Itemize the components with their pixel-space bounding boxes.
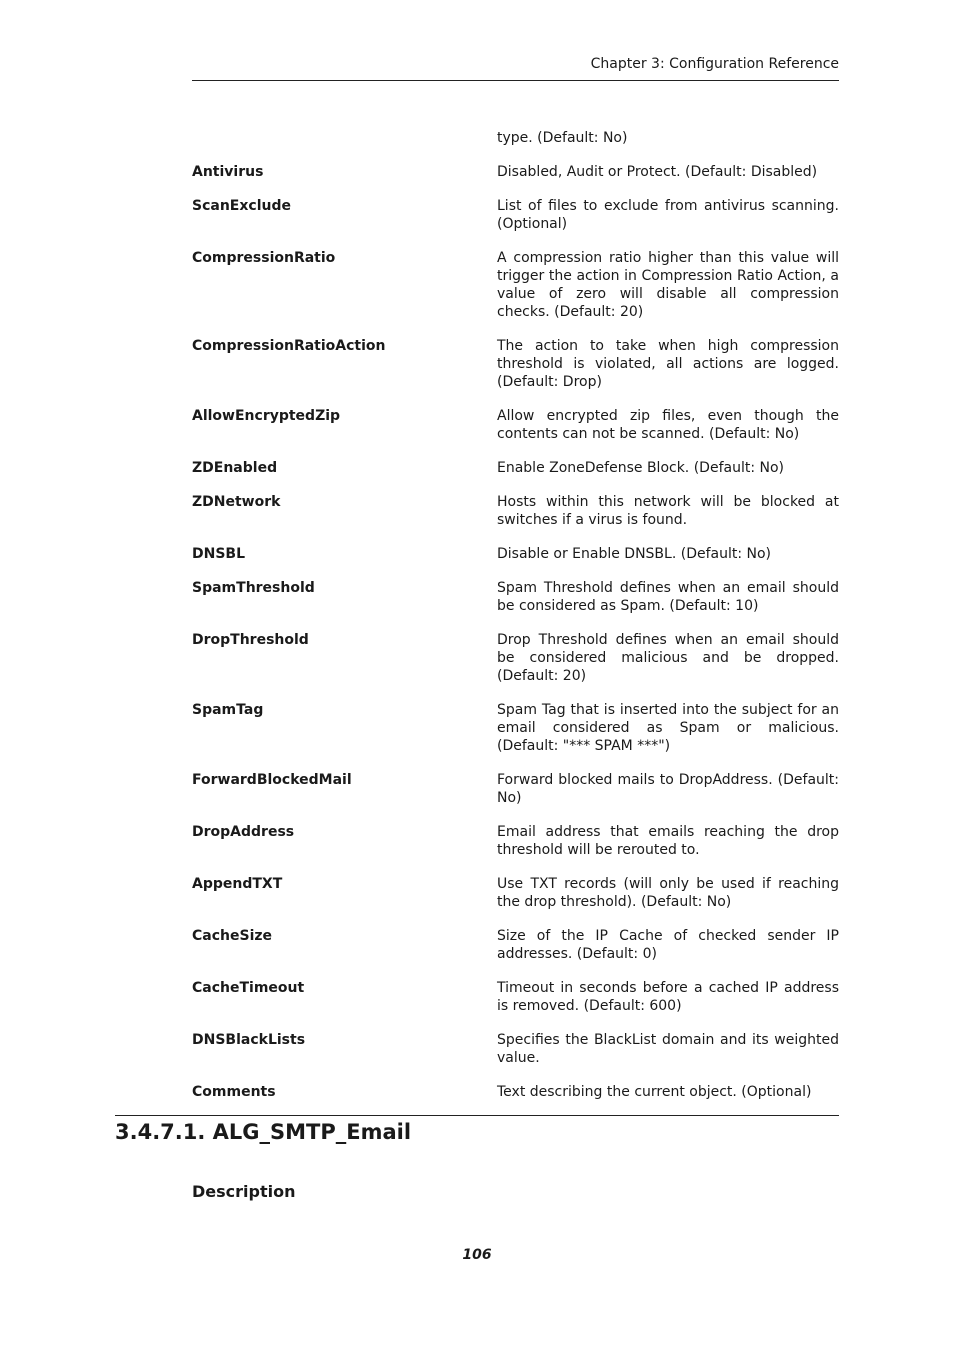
- param-row-dnsbl: [192, 545, 839, 563]
- param-description: The action to take when high compression threshold is violated, all actions are logged. (Default: Drop): [497, 338, 839, 390]
- param-description: Use TXT records (will only be used if reaching the drop threshold). (Default: No): [497, 876, 839, 910]
- param-description: Disable or Enable DNSBL. (Default: No): [497, 546, 772, 562]
- parameter-list: [192, 163, 839, 1117]
- param-name: AllowEncryptedZip: [192, 408, 341, 424]
- param-row-spamtag: [192, 701, 839, 755]
- param-name: ZDNetwork: [192, 494, 281, 510]
- param-name: SpamThreshold: [192, 580, 315, 596]
- param-row-dropaddress: [192, 823, 839, 859]
- param-name: Antivirus: [192, 164, 264, 180]
- param-row-dropthreshold: [192, 631, 839, 685]
- param-description: Drop Threshold defines when an email should be considered malicious and be dropped. (Default: 20): [497, 632, 839, 684]
- section-divider: [115, 1115, 839, 1116]
- param-description: Timeout in seconds before a cached IP address is removed. (Default: 600): [497, 980, 839, 1014]
- param-name: AppendTXT: [192, 876, 283, 892]
- param-row-compressionratio: [192, 249, 839, 321]
- page-number: 106: [462, 1247, 492, 1263]
- chapter-title: Chapter 3: Configuration Reference: [590, 56, 839, 72]
- param-row-comments: [192, 1083, 839, 1101]
- param-name: CompressionRatioAction: [192, 338, 386, 354]
- description-heading: Description: [192, 1182, 296, 1201]
- param-name: CacheSize: [192, 928, 273, 944]
- param-name: DNSBL: [192, 546, 246, 562]
- param-description: A compression ratio higher than this value will trigger the action in Compression Ratio Action, a value of zero will disable all compression checks. (Default: 20): [497, 250, 839, 320]
- param-row-dnsblacklists: [192, 1031, 839, 1067]
- param-name: CacheTimeout: [192, 980, 305, 996]
- param-description: Specifies the BlackList domain and its weighted value.: [497, 1032, 839, 1066]
- continued-description: type. (Default: No): [497, 130, 628, 146]
- param-row-scanexclude: [192, 197, 839, 233]
- param-row-appendtxt: [192, 875, 839, 911]
- param-name: Comments: [192, 1084, 276, 1100]
- param-row-spamthreshold: [192, 579, 839, 615]
- param-name: ScanExclude: [192, 198, 291, 214]
- param-row-compressionratioaction: [192, 337, 839, 391]
- param-row-forwardblockedmail: [192, 771, 839, 807]
- param-description: Hosts within this network will be blocked at switches if a virus is found.: [497, 494, 839, 528]
- param-description: Email address that emails reaching the drop threshold will be rerouted to.: [497, 824, 839, 858]
- param-row-antivirus: [192, 163, 839, 181]
- page-header: [192, 55, 839, 81]
- param-description: List of files to exclude from antivirus scanning. (Optional): [497, 198, 839, 232]
- param-row-zdnetwork: [192, 493, 839, 529]
- param-row-allowencryptedzip: [192, 407, 839, 443]
- param-description: Spam Tag that is inserted into the subject for an email considered as Spam or malicious. (Default: "*** SPAM ***"): [497, 702, 839, 754]
- section-title: 3.4.7.1. ALG_SMTP_Email: [115, 1120, 412, 1144]
- param-name: ZDEnabled: [192, 460, 278, 476]
- param-description: Enable ZoneDefense Block. (Default: No): [497, 460, 784, 476]
- param-name: DropThreshold: [192, 632, 309, 648]
- param-name: DropAddress: [192, 824, 295, 840]
- param-name: ForwardBlockedMail: [192, 772, 352, 788]
- param-description: Spam Threshold defines when an email should be considered as Spam. (Default: 10): [497, 580, 839, 614]
- param-description: Text describing the current object. (Optional): [497, 1084, 812, 1100]
- param-name: CompressionRatio: [192, 250, 336, 266]
- param-description: Size of the IP Cache of checked sender IP addresses. (Default: 0): [497, 928, 839, 962]
- param-description: Allow encrypted zip files, even though the contents can not be scanned. (Default: No): [497, 408, 839, 442]
- param-row-zdenabled: [192, 459, 839, 477]
- param-description: Disabled, Audit or Protect. (Default: Disabled): [497, 164, 818, 180]
- param-description: Forward blocked mails to DropAddress. (Default: No): [497, 772, 839, 806]
- param-row-cachetimeout: [192, 979, 839, 1015]
- param-name: DNSBlackLists: [192, 1032, 306, 1048]
- param-row-cachesize: [192, 927, 839, 963]
- param-name: SpamTag: [192, 702, 264, 718]
